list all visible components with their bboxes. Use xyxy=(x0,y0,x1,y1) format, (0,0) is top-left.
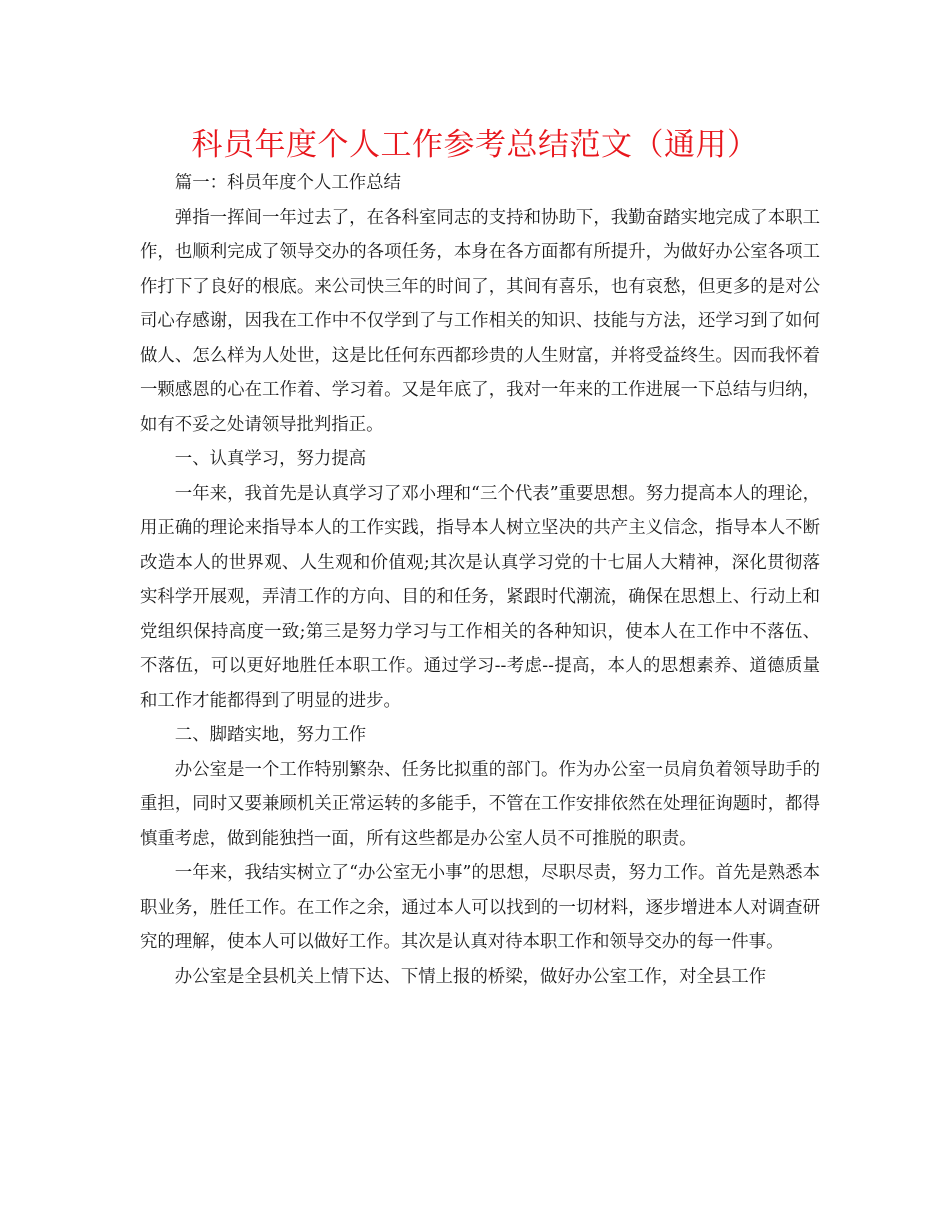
section-subtitle: 篇一：科员年度个人工作总结 xyxy=(174,173,401,193)
paragraph-bridge: 办公室是全县机关上情下达、下情上报的桥梁，做好办公室工作，对全县工作 xyxy=(174,966,767,987)
paragraph-intro: 弹指一挥间一年过去了，在各科室同志的支持和协助下，我勤奋踏实地完成了本职工作，也顺利完成了领导交办的各项任务，本身在各方面都有所提升，为做好办公室各项工作打下了良好的根底。来公司快三年的时间了，其间有喜乐，也有哀愁，但更多的是对公司心存感谢，因我在工作中不仅学到了与工作相关的知识、技能与方法，还学习到了如何做人、怎么样为人处世，这是比任何东西都珍贵的人生财富，并将受益终生。因而我怀着一颗感恩的心在工作着、学习着。又是年底了，我对一年来的工作进展一下总结与归纳，如有不妥之处请领导批判指正。 xyxy=(140,207,820,435)
paragraph-no-small-matters: 一年来，我结实树立了“办公室无小事”的思想，尽职尽责，努力工作。首先是熟悉本职业务，胜任工作。在工作之余，通过本人可以找到的一切材料，逐步增进本人对调查研究的理解，使本人可以做好工作。其次是认真对待本职工作和领导交办的每一件事。 xyxy=(140,863,820,952)
paragraph-study: 一年来，我首先是认真学习了邓小理和“三个代表”重要思想。努力提高本人的理论，用正确的理论来指导本人的工作实践，指导本人树立坚决的共产主义信念，指导本人不断改造本人的世界观、人生观和价值观;其次是认真学习党的十七届人大精神，深化贯彻落实科学开展观，弄清工作的方向、目的和任务，紧跟时代潮流，确保在思想上、行动上和党组织保持高度一致;第三是努力学习与工作相关的各种知识，使本人在工作中不落伍、不落伍，可以更好地胜任本职工作。通过学习--考虑--提高，本人的思想素养、道德质量和工作才能都得到了明显的进步。 xyxy=(140,483,820,711)
document-body xyxy=(140,166,820,994)
section-heading-work: 二、脚踏实地，努力工作 xyxy=(174,725,367,745)
paragraph-office-role: 办公室是一个工作特别繁杂、任务比拟重的部门。作为办公室一员肩负着领导助手的重担，同时又要兼顾机关正常运转的多能手，不管在工作安排依然在处理征询题时，都得慎重考虑，做到能独挡一面，所有这些都是办公室人员不可推脱的职责。 xyxy=(140,759,820,849)
section-heading-study: 一、认真学习，努力提高 xyxy=(174,449,367,469)
document-title: 科员年度个人工作参考总结范文（通用） xyxy=(191,127,759,163)
